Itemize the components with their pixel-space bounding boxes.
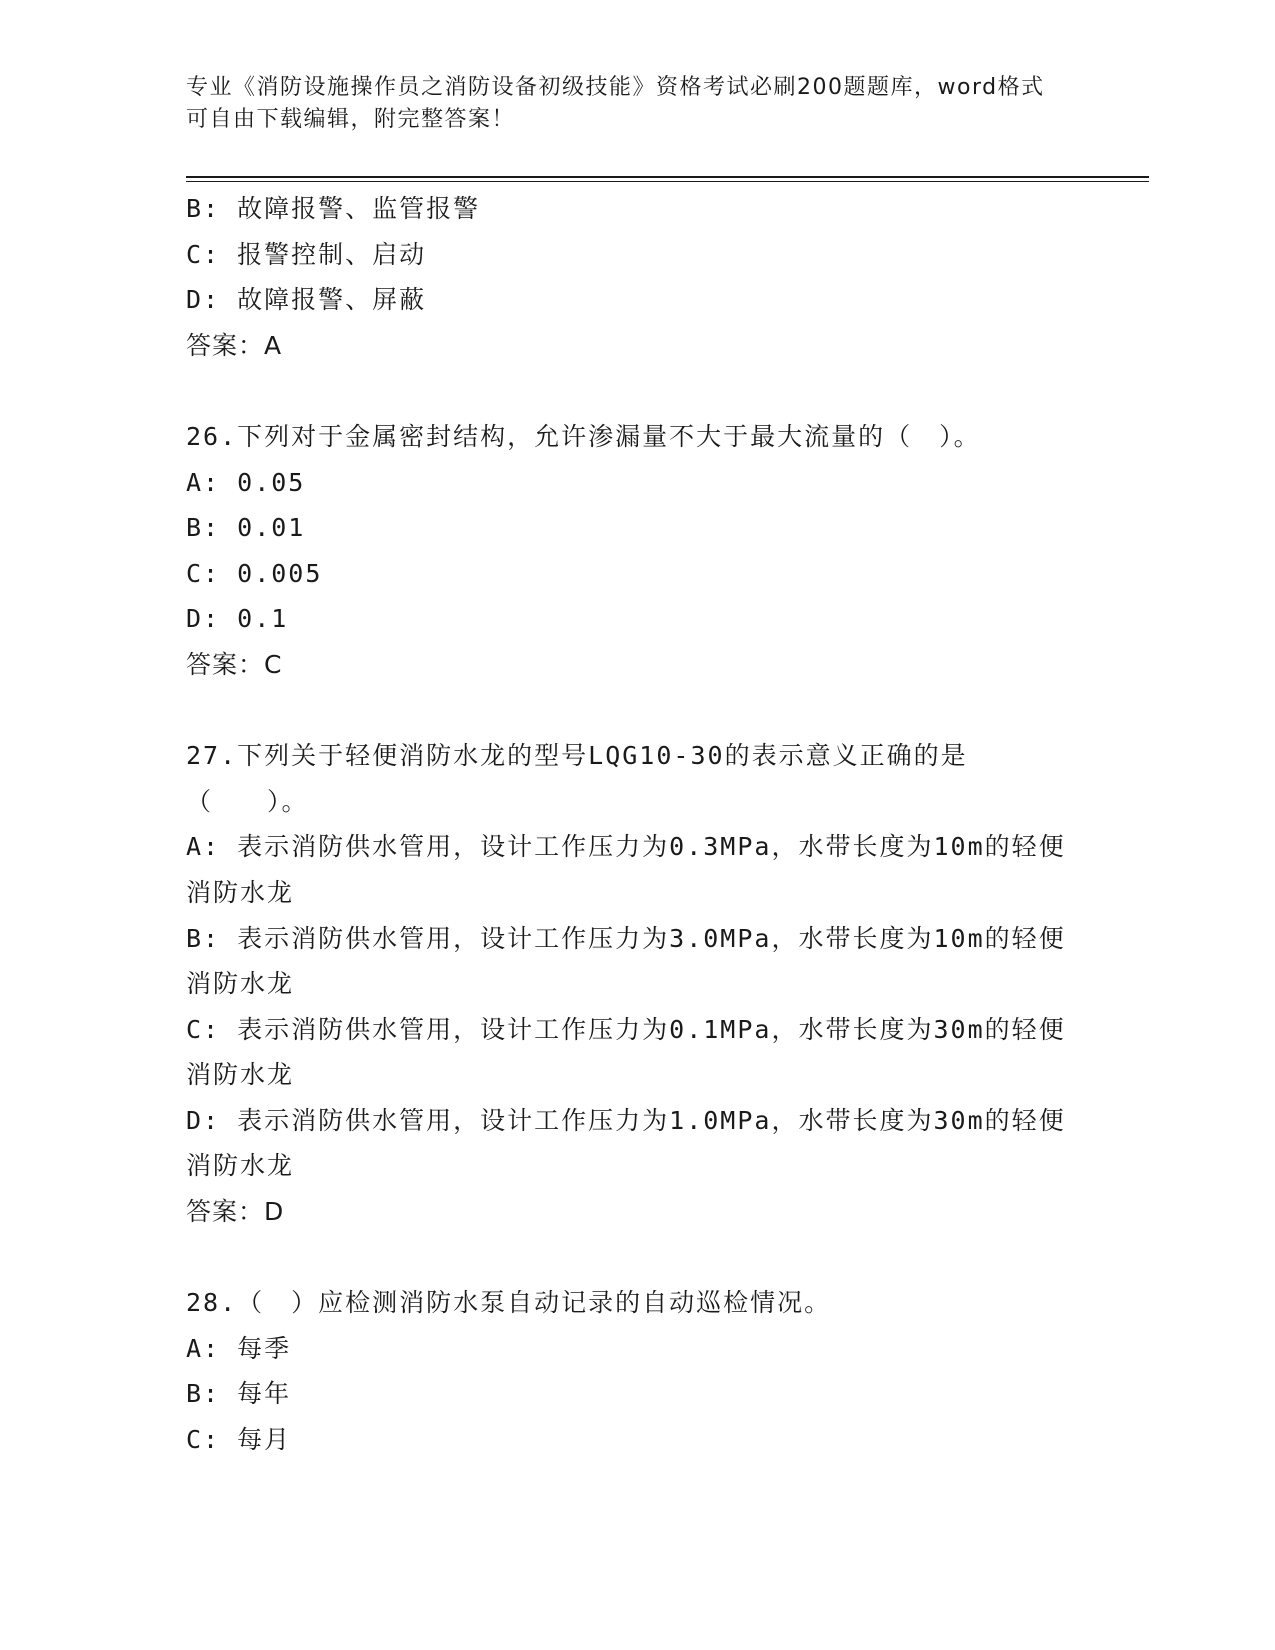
question-28 [186, 1280, 1086, 1462]
question-stem: 28.（ ）应检测消防水泵自动记录的自动巡检情况。 [186, 1288, 832, 1318]
question-25-continued [186, 186, 1086, 368]
answer: 答案：D [186, 1197, 285, 1227]
answer: 答案：C [186, 649, 283, 679]
option-d: D: 表示消防供水管用，设计工作压力为1.0MPa，水带长度为30m的轻便消防水龙 [186, 1105, 1066, 1181]
question-list [186, 186, 1086, 1463]
option-b: B: 故障报警、监管报警 [186, 194, 481, 223]
question-stem: 26.下列对于金属密封结构，允许渗漏量不大于最大流量的（ ）。 [186, 421, 981, 451]
option-d: D: 0.1 [186, 604, 289, 634]
document-header [186, 72, 1066, 136]
question-stem: 27.下列关于轻便消防水龙的型号LQG10-30的表示意义正确的是（ ）。 [186, 741, 968, 816]
option-c: C: 表示消防供水管用，设计工作压力为0.1MPa，水带长度为30m的轻便消防水龙 [186, 1014, 1066, 1090]
option-b: B: 每年 [186, 1379, 292, 1409]
option-a: A: 每季 [186, 1333, 292, 1363]
question-27 [186, 733, 1086, 1235]
option-d: D: 故障报警、屏蔽 [186, 285, 427, 315]
option-c: C: 每月 [186, 1425, 292, 1455]
option-b: B: 0.01 [186, 513, 306, 543]
header-title: 专业《消防设施操作员之消防设备初级技能》资格考试必刷200题题库，word格式可自由下载编辑，附完整答案！ [186, 75, 1045, 132]
option-b: B: 表示消防供水管用，设计工作压力为3.0MPa，水带长度为10m的轻便消防水龙 [186, 923, 1066, 999]
option-c: C: 0.005 [186, 558, 323, 588]
question-26 [186, 414, 1086, 688]
header-divider-thin [186, 181, 1149, 182]
option-c: C: 报警控制、启动 [186, 239, 427, 269]
option-a: A: 0.05 [186, 467, 306, 497]
header-divider [186, 176, 1149, 178]
option-a: A: 表示消防供水管用，设计工作压力为0.3MPa，水带长度为10m的轻便消防水龙 [186, 832, 1066, 907]
answer: 答案：A [186, 330, 283, 360]
